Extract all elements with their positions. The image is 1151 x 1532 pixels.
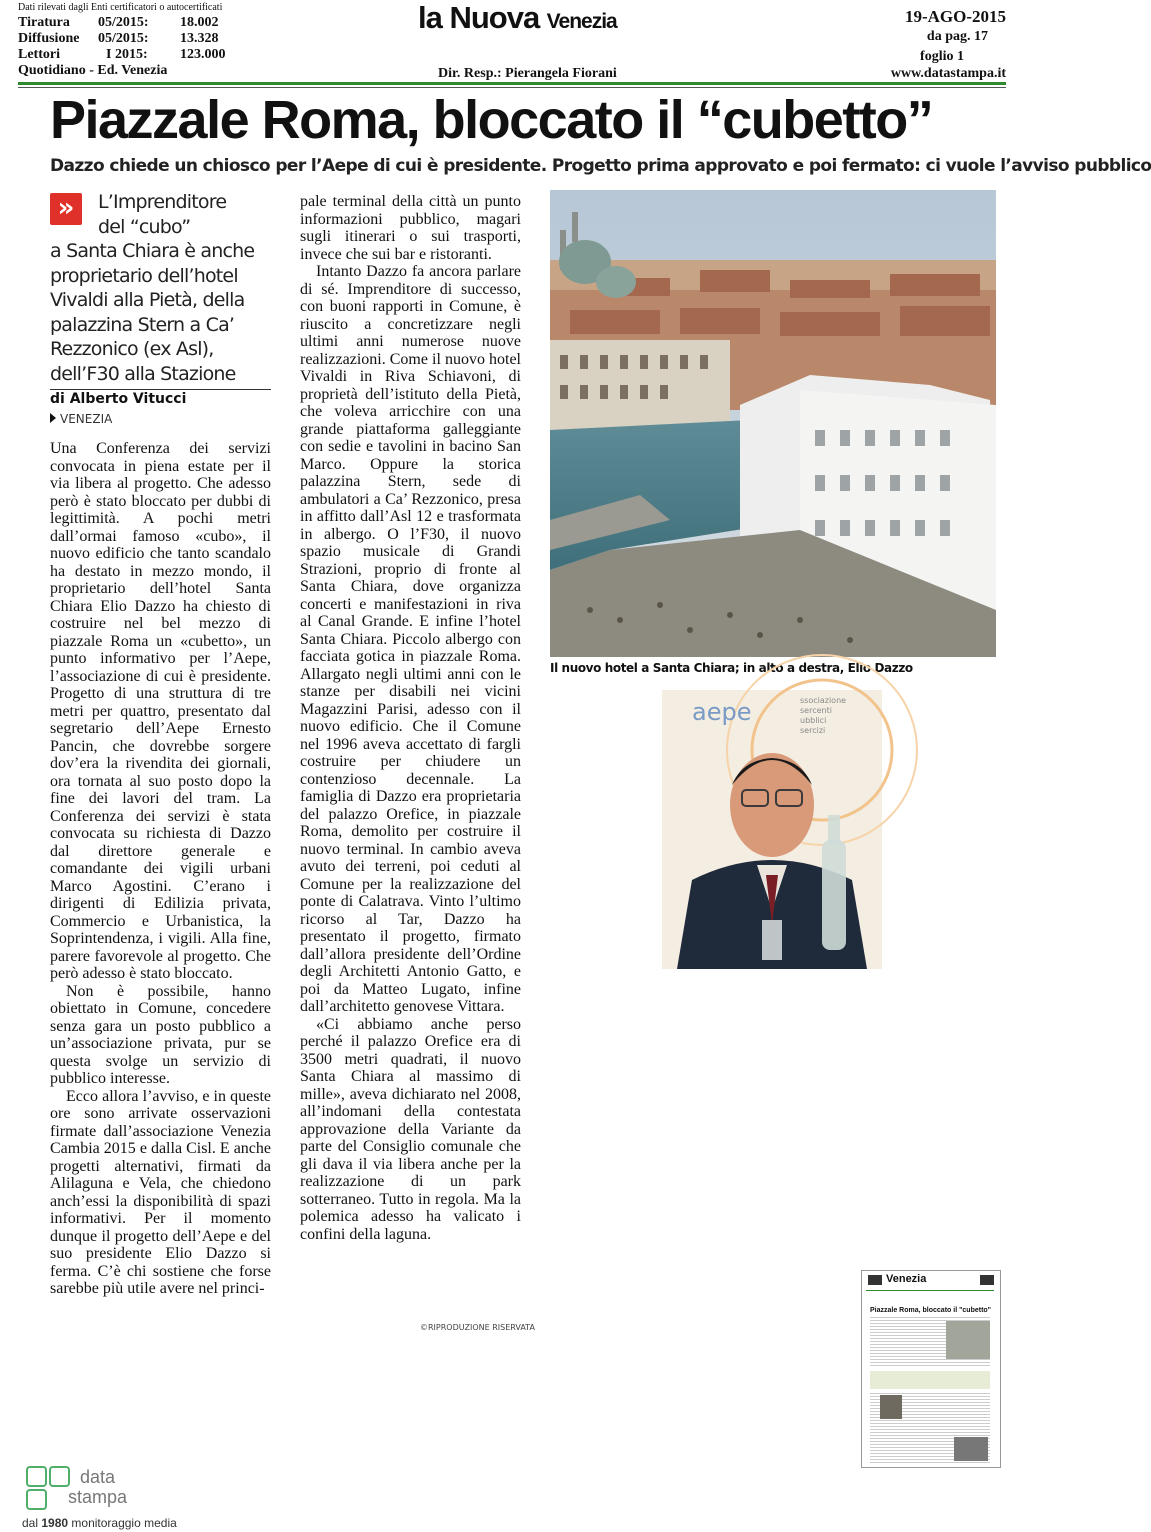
stat-label: Diffusione [18,31,80,46]
copyright: ©RIPRODUZIONE RISERVATA [420,1323,535,1332]
paragraph: Ecco allora l’avviso, e in queste ore sono arrivate osservazioni firmate dall’associazione Venezia Cambia 2015 e dalla Cisl. E anche progetti alternativi, firmati da Alilaguna e Vela, che chiedono anch’essi la disponibilità di spazi informativi. Per il momento dunque il progetto dell’Aepe e del suo presidente Elio Dazzo si ferma. C’è chi sostiene che forse sarebbe più utile avere nel princi- [50,1087,271,1297]
masthead-name: la Nuova [418,0,540,35]
header-divider [18,82,1006,85]
stat-period: 05/2015: [98,31,149,46]
certification-note: Dati rilevati dagli Enti certificatori o autocertificati [18,2,223,13]
backdrop-word: ubblici [800,716,827,725]
kicker-line: Rezzonico (ex Asl), [50,338,214,360]
stat-period: 05/2015: [98,15,149,30]
kicker-line: dell’F30 alla Stazione [50,362,236,385]
director: Dir. Resp.: Pierangela Fiorani [438,66,617,81]
stat-value: 18.002 [180,15,219,30]
paragraph: Una Conferenza dei servizi convocata in piena estate per il via libera al progetto. Che adesso però è stato bloccato per dubbi di legittimità. A pochi metri dall’ormai famoso «cubo», il nuovo edificio che tanto scandalo ha destato in mezzo mondo, il proprietario dell’hotel Santa Chiara Elio Dazzo ha chiesto di costruire nel bel mezzo di piazzale Roma un «cubetto», un punto informativo per l’Aepe, l’associazione di cui è presidente. Progetto di una struttura di tre metri per quattro, presentato dal segretario dell’Aepe Ernesto Pancin, che dovrebbe sorgere dov’era la rivendita dei giornali, ora tornata al suo posto dopo la fine dei lavori del tram. La Conferenza dei servizi è stata convocata su richiesta di Dazzo dal direttore generale e comandante dei vigili urbani Marco Agostini. C’erano i dirigenti di Edilizia privata, Commercio e Urbanistica, la Soprintendenza, i vigili. Alla fine, parere favorevole al progetto. Che però adesso è stato bloccato. [50,440,271,982]
kicker-line: L’Imprenditore [98,191,227,213]
tagline-suffix: monitoraggio media [68,1516,177,1530]
dateline [50,412,112,426]
paragraph: «Ci abbiamo anche perso perché il palazzo Orefice era di 3500 metri quadrati, il nuovo Santa Chiara al massimo di mille», aveva dichiarato nel 2008, all’indomani della contestata approvazione della Variante da parte del Consiglio comunale che gli dava il via libera anche per la realizzazione di un park sotterraneo. Tutto in regola. Ma la polemica adesso ha valicato i confini della laguna. [300,1015,521,1243]
thumbnail-logo-right [980,1275,994,1285]
thumbnail-logo-left [868,1275,882,1285]
stat-period: I 2015: [106,47,148,62]
kicker-rule [50,389,271,390]
page-thumbnail [861,1270,1001,1468]
kicker [50,190,275,386]
kicker-line: Vivaldi alla Pietà, della [50,289,245,311]
triangle-right-icon [50,413,56,423]
kicker-line: palazzina Stern a Ca’ [50,313,235,336]
masthead [418,0,617,36]
kicker-line: del “cubo” [98,215,191,238]
datastampa-logo-icon [26,1466,71,1512]
article-column-1 [50,440,271,1298]
tagline-year: 1980 [41,1516,69,1530]
backdrop-word: sercenti [800,706,832,715]
tagline-prefix: dal [22,1516,42,1530]
page-ref: da pag. 17 [926,29,988,44]
portrait-photo [662,690,882,969]
date-block [905,7,1006,67]
backdrop-word: sercizi [800,726,826,735]
circulation-stats [18,15,226,79]
datastampa-brand-line1: data [80,1467,116,1487]
thumbnail-rule [866,1290,994,1291]
datastampa-tagline [22,1516,177,1530]
article-column-2 [300,193,521,1243]
thumbnail-headline: Piazzale Roma, bloccato il "cubetto" [870,1307,991,1314]
byline: di Alberto Vitucci [50,391,187,407]
stat-label: Lettori [18,47,60,62]
thumbnail-logo-footer [954,1437,988,1461]
paragraph: pale terminal della città un punto informazioni pubblico, magari sugli itinerari o sui trasporti, invece che sui bar e ristoranti. [300,193,521,263]
headline: Piazzale Roma, bloccato il “cubetto” [50,90,933,150]
thumbnail-image [946,1321,990,1359]
venice-photo [550,190,996,657]
edition: Quotidiano - Ed. Venezia [18,63,168,78]
datastampa-brand-line2: stampa [68,1487,128,1507]
date: 19-AGO-2015 [904,7,1006,26]
chevron-double-right-icon: » [50,193,82,225]
header-divider-thin [18,87,1006,88]
subheadline: Dazzo chiede un chiosco per l’Aepe di cui è presidente. Progetto prima approvato e poi fermato: ci vuole l’avviso pubblico [50,156,1151,176]
sheet: foglio 1 [920,49,964,64]
masthead-city: Venezia [546,10,617,33]
thumbnail-masthead: Venezia [886,1273,927,1285]
aepe-logo: aepe [692,698,752,726]
backdrop-words [800,696,846,736]
kicker-line: proprietario dell’hotel [50,264,238,287]
website: www.datastampa.it [890,66,1006,81]
kicker-line: a Santa Chiara è anche [50,240,255,262]
stat-value: 13.328 [180,31,219,46]
backdrop-word: ssociazione [800,696,847,705]
photo-caption: Il nuovo hotel a Santa Chiara; in alto a destra, Elio Dazzo [550,661,913,675]
paragraph: Non è possibile, hanno obiettato in Comune, concedere senza gara un posto pubblico a un’associazione privata, pur se questa svolge un servizio di pubblico interesse. [50,982,271,1087]
paragraph: Intanto Dazzo fa ancora parlare di sé. Imprenditore di successo, con buoni rapporti in Comune, è riuscito a concretizzare negli ultimi anni numerose nuove realizzazioni. Come il nuovo hotel Vivaldi in Riva Schiavoni, di proprietà dell’istituto della Pietà, che voleva arricchire con una grande piattaforma galleggiante con sedie e tavolini in bacino San Marco. Oppure la storica palazzina Stern, sede di ambulatori a Ca’ Rezzonico, presa in affitto dall’Asl 12 e trasformata in albergo. O l’F30, il nuovo spazio musicale di Grandi Strazioni, proprio di fronte al Santa Chiara, dove organizza concerti e manifestazioni in riva al Canal Grande. E infine l’hotel Santa Chiara. Piccolo albergo con facciata gotica in piazzale Roma. Allargato negli ultimi anni con le stanze per disabili nei vicini Magazzini Parisi, adesso con il nuovo edificio. Che il Comune nel 1996 aveva accettato di fargli costruire per chiudere un contenzioso decennale. La famiglia di Dazzo era proprietaria del palazzo Orefice, in piazzale Roma, demolito per costruire il nuovo terminal. In cambio aveva avuto dei terreni, poi ceduti al Comune per la realizzazione del ponte di Calatrava. Vinto l’ultimo ricorso al Tar, Dazzo ha presentato il progetto, firmato dall’allora presidente dell’Ordine degli Architetti Antonio Gatto, e poi da Matteo Lugato, infine dall’architetto genovese Vittara. [300,263,521,1015]
thumbnail-banner [870,1371,990,1389]
dateline-place: VENEZIA [60,412,113,426]
stat-value: 123.000 [180,47,226,62]
stat-label: Tiratura [18,15,70,30]
thumbnail-portrait [880,1395,902,1419]
